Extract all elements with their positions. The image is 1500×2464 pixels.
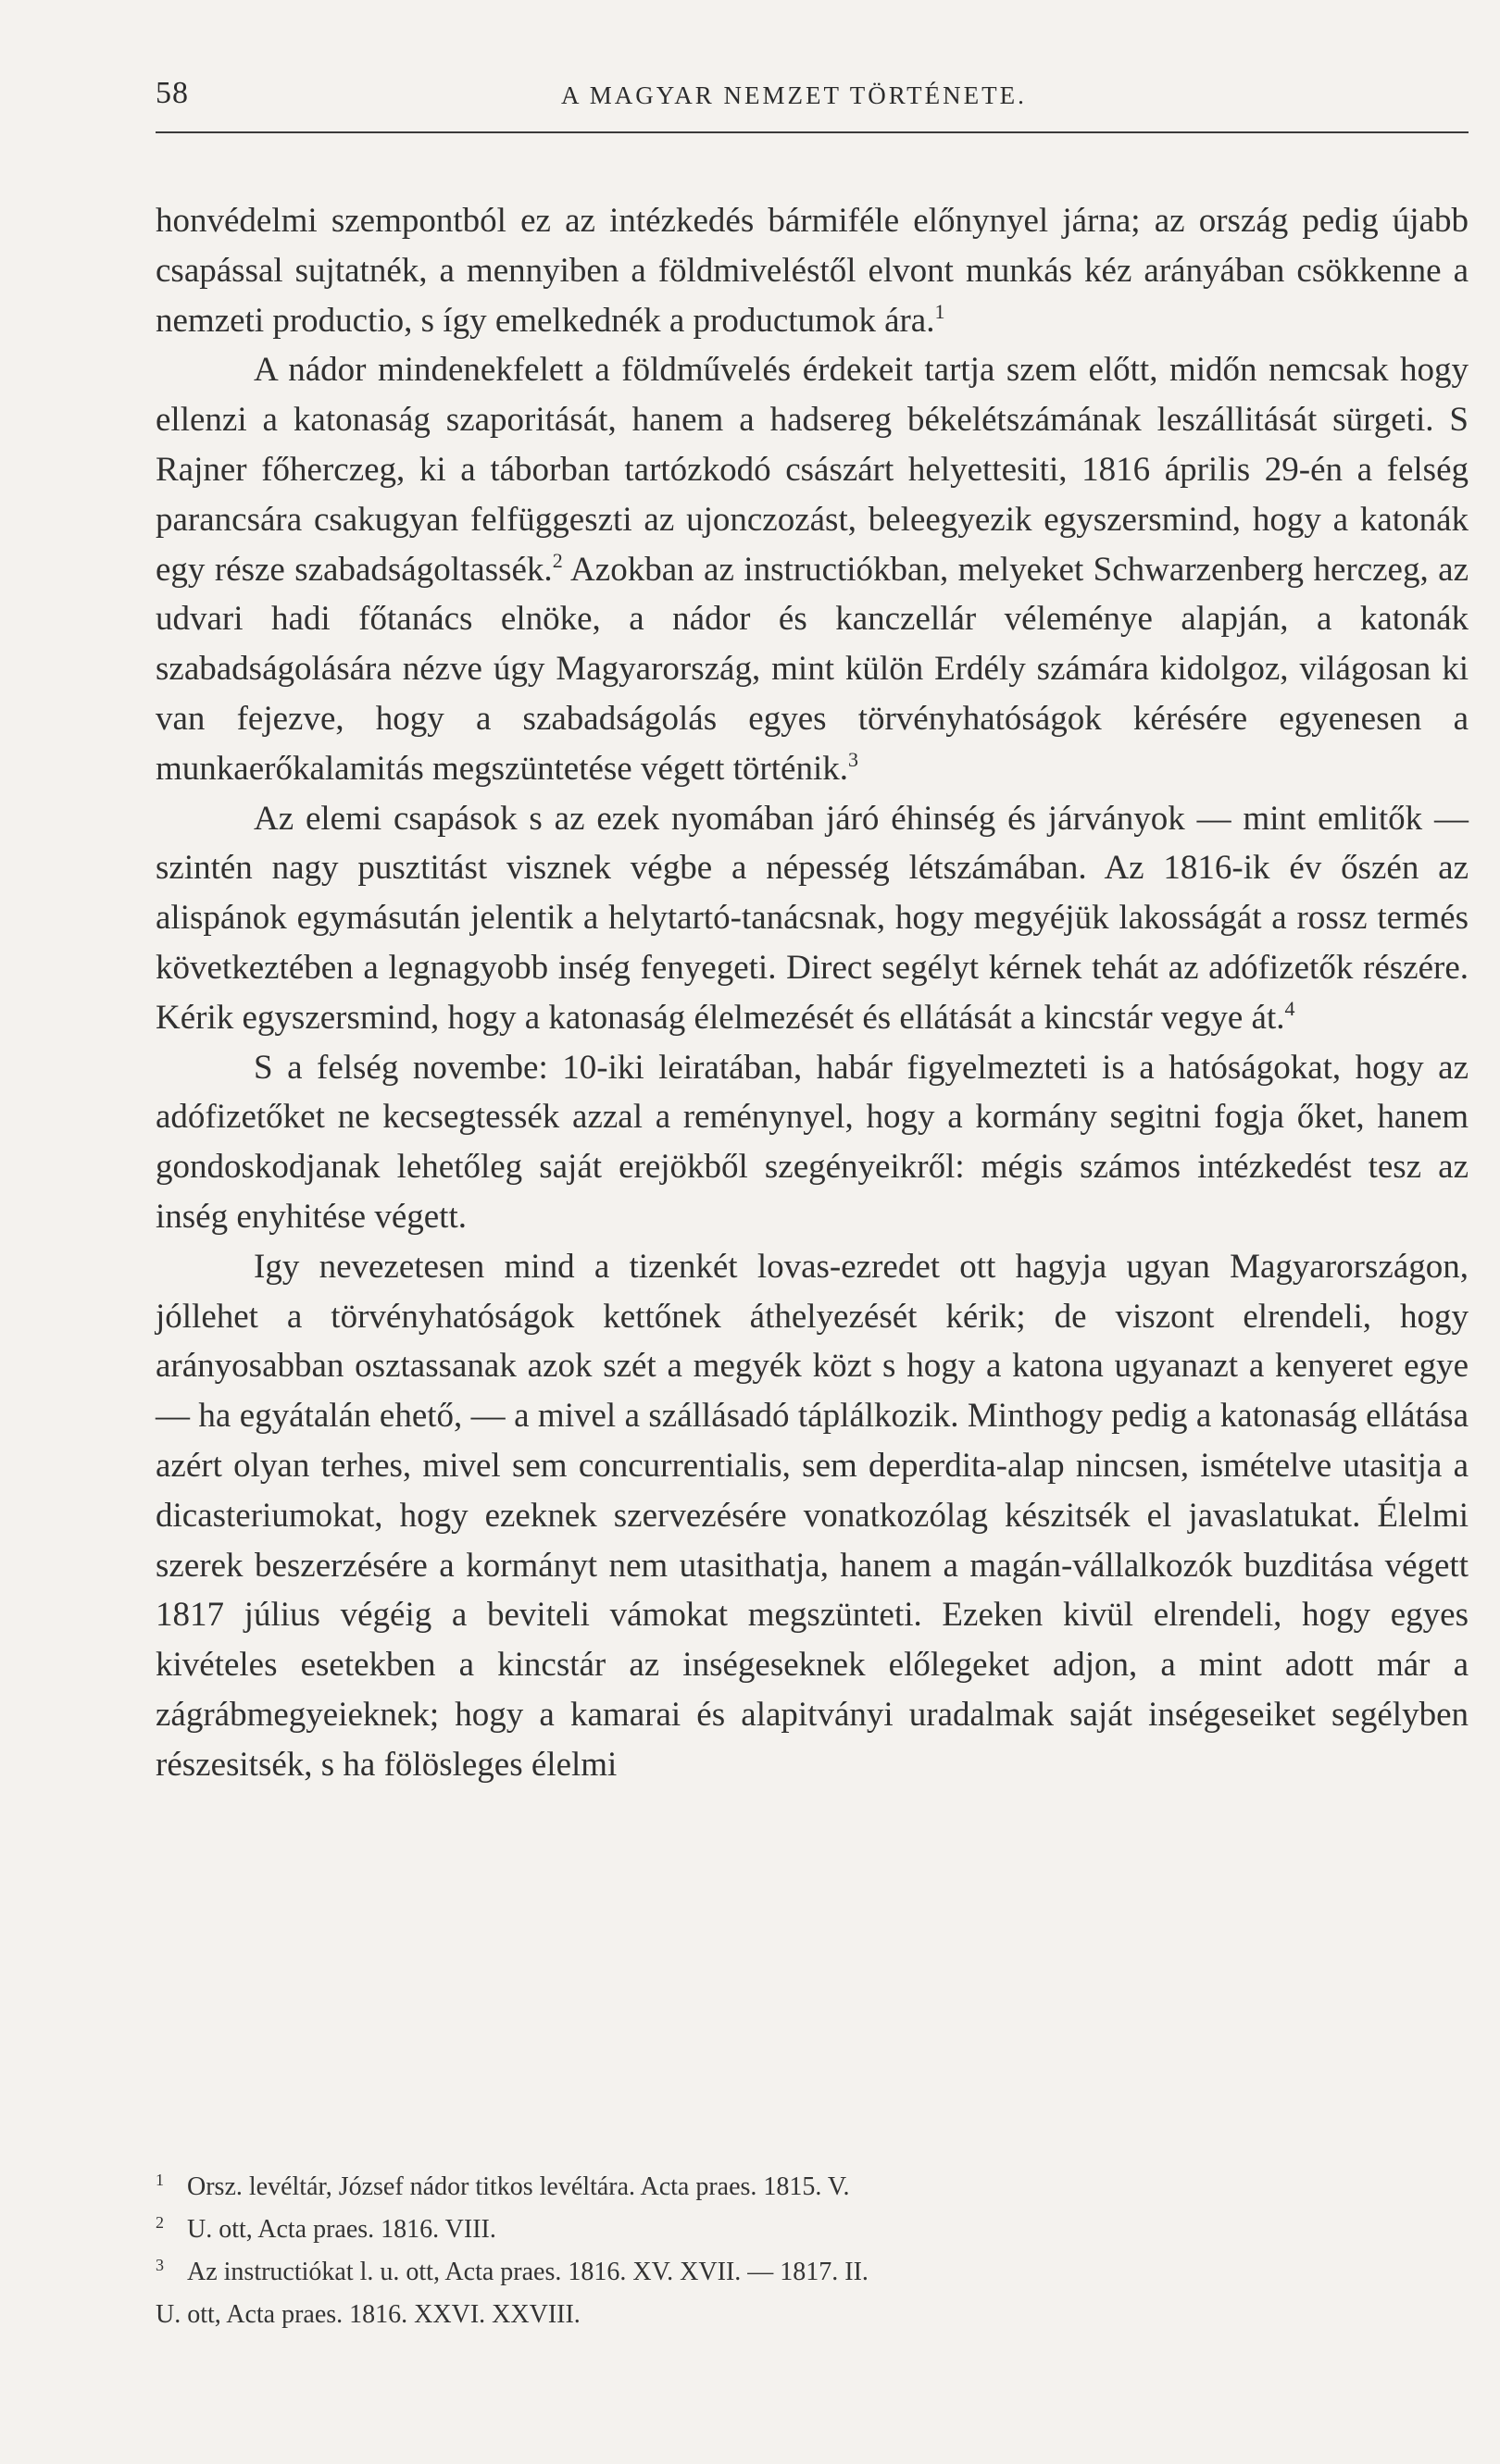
page-header: [156, 76, 1469, 133]
running-title: A MAGYAR NEMZET TÖRTÉNETE.: [561, 81, 1027, 109]
footnote: 2 U. ott, Acta praes. 1816. VIII.: [156, 2213, 496, 2244]
footnote-ref: 3: [847, 747, 858, 771]
page-number: 58: [156, 76, 189, 110]
paragraph: Az elemi csapások s az ezek nyomában járó éhinség és járványok — mint emlitők — szintén nagy pusztitást visznek végbe a népesség létszámában. Az 1816-ik év őszén az alispánok egymásután jelentik a helytartó-tanácsnak, hogy megyéjük lakosságát a rossz termés következtében a legnagyobb inség fenyegeti. Direct segélyt kérnek tehát az adófizetők részére. Kérik egyszersmind, hogy a katonaság élelmezését és ellátását a kincstár vegye át.$^4$: [156, 799, 1469, 1037]
footnote: U. ott, Acta praes. 1816. XXVI. XXVIII.: [156, 2300, 581, 2329]
paragraph: honvédelmi szempontból ez az intézkedés bármiféle előnynyel járna; az ország pedig újabb csapással sujtatnék, a mennyiben a földmiveléstől elvont munkás kéz arányában csökkenne a nemzeti productio, s így emelkednék a productumok ára.$^1$: [156, 202, 1469, 340]
footnote-ref: 2: [552, 548, 563, 572]
footnote: 3 Az instructiókat l. u. ott, Acta praes. 1816. XV. XVII. — 1817. II.: [156, 2256, 869, 2286]
paragraph: A nádor mindenekfelett a földművelés érdekeit tartja szem előtt, midőn nemcsak hogy ellenzi a katonaság szaporitását, hanem a hadsereg békelétszámának leszállitását sürgeti. S Rajner főherczeg, ki a táborban tartózkodó császárt helyettesiti, 1816 április 29-én a felség parancsára csakugyan felfüggeszti az ujonczozást, beleegyezik egyszersmind, hogy a katonák egy része szabadságoltassék.$^2$ Azokban az instructiókban, melyeket Schwarzenberg herczeg, az udvari hadi főtanács elnöke, a nádor és kanczellár véleménye alapján, a katonák szabadságolására nézve úgy Magyarország, mint külön Erdély számára kidolgoz, világosan ki van fejezve, hogy a szabadságolás egyes törvényhatóságok kérésére egyenesen a munkaerőkalamitás megszüntetése végett történik.$^3$: [156, 351, 1469, 788]
paragraph: Igy nevezetesen mind a tizenkét lovas-ezredet ott hagyja ugyan Magyarországon, jóllehet a törvényhatóságok kettőnek áthelyezését kérik; de viszont elrendeli, hogy arányosabban osztassanak azok szét a megyék közt s hogy a katona ugyanazt a kenyeret egye — ha egyátalán ehető, — a mivel a szállásadó táplálkozik. Minthogy pedig a katonaság ellátása azért olyan terhes, mivel sem concurrentialis, sem deperdita-alap nincsen, ismételve utasitja a dicasteriumokat, hogy ezeknek szervezésére vonatkozólag készitsék el javaslatukat. Élelmi szerek beszerzésére a kormányt nem utasithatja, hanem a magán-vállalkozók buzditása végett 1817 július végéig a beviteli vámokat megszünteti. Ezeken kivül elrendeli, hogy egyes kivételes esetekben a kincstár az inségeseknek előlegeket adjon, a mint adott már a zágrábmegyeieknek; hogy a kamarai és alapitványi uradalmak saját inségeseiket segélyben részesitsék, s ha fölösleges élelmi: [156, 1247, 1469, 1784]
footnote-ref: 4: [1284, 996, 1295, 1020]
footnote: 1 Orsz. levéltár, József nádor titkos levéltára. Acta praes. 1815. V.: [156, 2171, 850, 2201]
body-text: [156, 196, 1469, 1790]
paragraph: S a felség novembe: 10-iki leiratában, habár figyelmezteti is a hatóságokat, hogy az adófizetőket ne kecsegtessék azzal a reménynyel, hogy a kormány segitni fogja őket, hanem gondoskodjanak lehetőleg saját erejökből szegényeikről: mégis számos intézkedést tesz az inség enyhitése végett.: [156, 1048, 1469, 1236]
footnotes: [156, 2166, 1469, 2336]
footnote-ref: 1: [934, 299, 945, 323]
